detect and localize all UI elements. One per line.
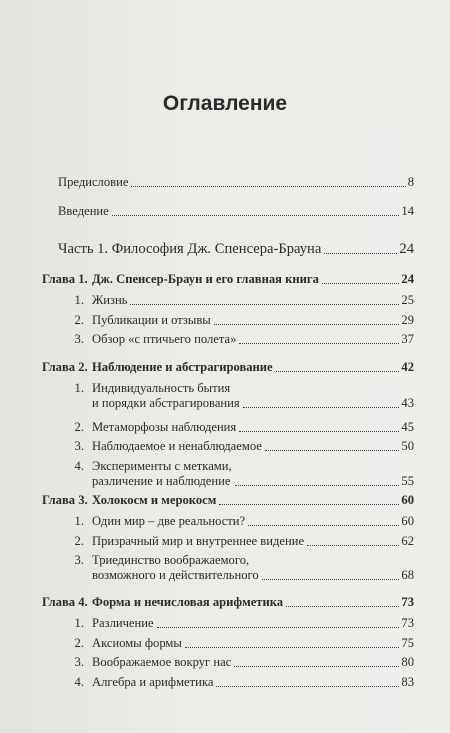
chapter-title: Дж. Спенсер-Браун и его главная книга	[92, 272, 319, 286]
chapter-heading	[42, 272, 414, 287]
page-number: 60	[401, 493, 414, 507]
page-number: 45	[401, 419, 414, 434]
section-title	[92, 553, 259, 583]
part-heading	[58, 240, 414, 258]
section-number: 2.	[74, 419, 84, 434]
entry-title: Введение	[58, 204, 109, 218]
chapter-number: Глава 4.	[42, 595, 88, 609]
page-number: 73	[401, 616, 414, 630]
section-title-line: Один мир – две реальности?	[92, 514, 246, 528]
dot-leader	[248, 515, 399, 526]
section-title-line: Метаморфозы наблюдения	[92, 419, 237, 434]
section-number: 4.	[74, 458, 84, 473]
section-number: 2.	[74, 312, 84, 327]
section-title	[92, 616, 154, 631]
section-title	[92, 514, 245, 529]
section-title	[92, 655, 231, 670]
dot-leader	[239, 333, 399, 344]
section-title-line: Воображаемое вокруг нас	[92, 655, 232, 670]
section-title	[92, 420, 236, 435]
section-title-line: Призрачный мир и внутреннее видение	[92, 533, 305, 548]
dot-leader	[243, 397, 400, 408]
section-entry	[54, 332, 414, 347]
section-title-line: Триединство воображаемого,	[92, 553, 250, 568]
section-title-line: различение и наблюдение	[92, 473, 231, 488]
dot-leader	[130, 294, 399, 305]
section-title-line: Эксперименты с метками,	[92, 458, 232, 473]
dot-leader	[265, 440, 400, 451]
section-title	[92, 675, 213, 690]
dot-leader	[239, 421, 399, 432]
section-title-line: Аксиомы формы	[92, 635, 182, 650]
section-entry	[54, 636, 414, 651]
entry-title: Предисловие	[58, 175, 129, 189]
dot-leader	[157, 617, 400, 628]
chapter-title: Наблюдение и абстрагирование	[92, 360, 273, 374]
section-entry	[54, 553, 414, 583]
page-number: 8	[407, 175, 414, 189]
section-entry	[54, 616, 414, 631]
dot-leader	[219, 494, 399, 505]
section-entry	[54, 420, 414, 435]
section-entry	[54, 439, 414, 454]
section-title-line: Алгебра и арифметика	[92, 674, 214, 689]
section-entry	[54, 655, 414, 670]
dot-leader	[234, 656, 399, 667]
section-title	[92, 293, 127, 308]
chapter-title: Холокосм и мерокосм	[92, 493, 217, 507]
toc-entry	[58, 175, 414, 190]
section-entry	[54, 534, 414, 549]
page-number: 80	[401, 655, 414, 670]
dot-leader	[262, 569, 400, 580]
page-number: 43	[401, 396, 414, 410]
section-entry	[54, 459, 414, 489]
page-number: 37	[401, 332, 414, 347]
section-number: 1.	[74, 616, 84, 630]
dot-leader	[131, 176, 405, 187]
section-title	[92, 332, 236, 347]
section-number: 1.	[74, 514, 84, 528]
page-number: 14	[401, 204, 414, 218]
dot-leader	[322, 273, 400, 284]
section-entry	[54, 293, 414, 308]
section-number: 4.	[74, 674, 84, 689]
page-title: Оглавление	[162, 92, 288, 115]
section-title	[92, 534, 304, 549]
dot-leader	[307, 535, 399, 546]
section-title-line: Обзор «с птичьего полета»	[92, 332, 237, 347]
page-number: 25	[401, 293, 414, 307]
page-number: 73	[401, 595, 414, 609]
part-title: Часть 1. Философия Дж. Спенсера-Брауна	[58, 241, 322, 257]
page-number: 60	[401, 514, 414, 528]
section-number: 3.	[74, 655, 84, 670]
section-number: 1.	[74, 293, 84, 307]
dot-leader	[286, 596, 399, 607]
section-entry	[54, 381, 414, 411]
dot-leader	[112, 205, 400, 216]
page-number: 42	[401, 360, 414, 374]
dot-leader	[324, 243, 397, 254]
section-title-line: Жизнь	[92, 293, 128, 307]
page-number: 29	[401, 312, 414, 327]
section-title-line: и порядки абстрагирования	[92, 396, 240, 410]
section-title	[92, 459, 232, 489]
section-entry	[54, 514, 414, 529]
chapter-number: Глава 2.	[42, 360, 88, 374]
chapter-number: Глава 3.	[42, 493, 88, 507]
section-title	[92, 381, 240, 411]
page-number: 68	[401, 568, 414, 583]
page-number: 24	[399, 241, 414, 257]
toc-entry	[58, 204, 414, 219]
section-number: 1.	[74, 381, 84, 395]
chapter-heading	[42, 595, 414, 610]
page-number: 83	[401, 674, 414, 689]
dot-leader	[276, 361, 400, 372]
section-title-line: Публикации и отзывы	[92, 312, 211, 327]
page-number: 55	[401, 473, 414, 488]
section-entry	[54, 675, 414, 690]
dot-leader	[235, 475, 400, 486]
page-number: 75	[401, 635, 414, 650]
section-title-line: Индивидуальность бытия	[92, 381, 231, 395]
section-number: 2.	[74, 635, 84, 650]
dot-leader	[216, 676, 399, 687]
section-number: 3.	[74, 553, 84, 568]
chapter-heading	[42, 493, 414, 508]
chapter-heading	[42, 360, 414, 375]
section-number: 3.	[74, 439, 84, 454]
section-title	[92, 313, 211, 328]
section-number: 3.	[74, 332, 84, 347]
section-title-line: Различение	[92, 616, 154, 630]
section-title-line: Наблюдаемое и ненаблюдаемое	[92, 439, 262, 454]
chapter-number: Глава 1.	[42, 272, 88, 286]
dot-leader	[185, 637, 400, 648]
section-number: 2.	[74, 533, 84, 548]
section-entry	[54, 313, 414, 328]
chapter-title: Форма и нечисловая арифметика	[92, 595, 284, 609]
page-number: 62	[401, 533, 414, 548]
page-number: 50	[401, 439, 414, 454]
section-title	[92, 636, 182, 651]
section-title-line: возможного и действительного	[92, 568, 259, 583]
section-title	[92, 439, 262, 454]
dot-leader	[214, 314, 400, 325]
page-number: 24	[401, 272, 414, 286]
